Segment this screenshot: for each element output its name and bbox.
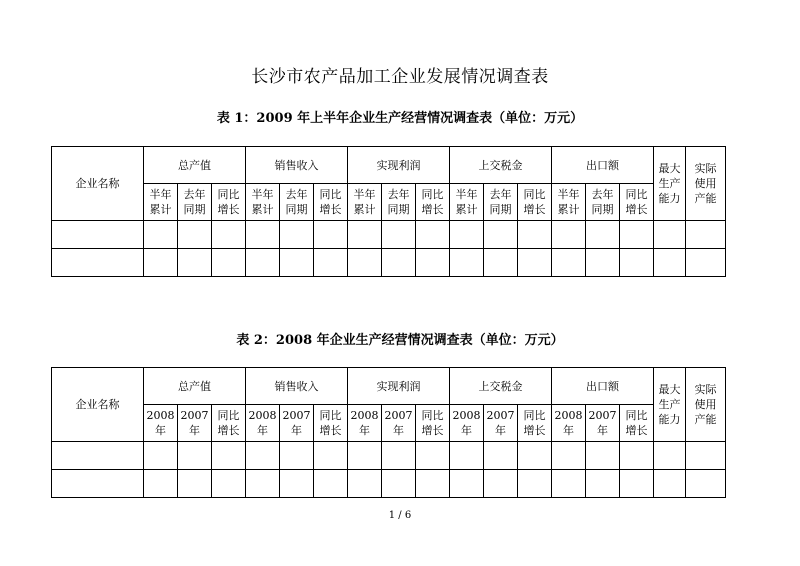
- header-line: 同期: [285, 203, 308, 216]
- table-cell[interactable]: [280, 470, 314, 498]
- table-row: [52, 470, 726, 498]
- sub-header: [586, 184, 620, 221]
- sub-header: [620, 405, 654, 442]
- header-line: 实际: [694, 162, 717, 175]
- sub-header: [450, 405, 484, 442]
- sub-header: [348, 405, 382, 442]
- header-line: 去年: [183, 188, 206, 201]
- table-cell[interactable]: [314, 470, 348, 498]
- table-cell[interactable]: [348, 442, 382, 470]
- sub-header: [518, 184, 552, 221]
- table-cell[interactable]: [620, 221, 654, 249]
- table-cell[interactable]: [314, 249, 348, 277]
- header-line: 最大: [658, 162, 681, 175]
- table-cell[interactable]: [314, 221, 348, 249]
- sub-header: [450, 184, 484, 221]
- header-line: 同比: [421, 409, 444, 422]
- header-line: 同比: [523, 409, 546, 422]
- table-cell[interactable]: [212, 249, 246, 277]
- table-cell[interactable]: [450, 442, 484, 470]
- table-cell[interactable]: [144, 221, 178, 249]
- page-number: 1 / 6: [388, 510, 412, 521]
- header-line: 2008: [146, 409, 175, 422]
- header-line: 生产: [658, 398, 681, 411]
- company-name-header: 企业名称: [52, 147, 144, 221]
- header-line: 年: [189, 424, 200, 437]
- table-cell[interactable]: [52, 221, 144, 249]
- header-line: 增长: [523, 424, 546, 437]
- table-cell[interactable]: [382, 470, 416, 498]
- header-line: 累计: [455, 203, 478, 216]
- table-cell[interactable]: [552, 221, 586, 249]
- header-line: 同比: [625, 188, 648, 201]
- table-cell[interactable]: [314, 442, 348, 470]
- table-cell[interactable]: [586, 442, 620, 470]
- table-cell[interactable]: [620, 442, 654, 470]
- actual-capacity-header: [686, 147, 726, 221]
- header-line: 最大: [658, 383, 681, 396]
- header-line: 同比: [217, 409, 240, 422]
- header-line: 半年: [149, 188, 172, 201]
- table-cell[interactable]: [52, 470, 144, 498]
- table-cell[interactable]: [518, 442, 552, 470]
- sub-header: [484, 184, 518, 221]
- sub-header: [280, 184, 314, 221]
- header-line: 半年: [251, 188, 274, 201]
- group-header: 出口额: [552, 368, 654, 405]
- sub-header: [518, 405, 552, 442]
- table-cell[interactable]: [518, 221, 552, 249]
- header-line: 半年: [455, 188, 478, 201]
- sub-header: [348, 184, 382, 221]
- header-line: 实际: [694, 383, 717, 396]
- table-cell[interactable]: [52, 442, 144, 470]
- header-line: 去年: [489, 188, 512, 201]
- table-cell[interactable]: [654, 442, 686, 470]
- header-line: 产能: [694, 413, 717, 426]
- header-line: 2007: [384, 409, 413, 422]
- table-2: [51, 367, 726, 498]
- sub-header: [620, 184, 654, 221]
- table-cell[interactable]: [246, 442, 280, 470]
- table-cell[interactable]: [586, 249, 620, 277]
- sub-header: [416, 184, 450, 221]
- table-cell[interactable]: [654, 249, 686, 277]
- table-cell[interactable]: [280, 442, 314, 470]
- table-cell[interactable]: [586, 221, 620, 249]
- max-capacity-header: [654, 368, 686, 442]
- header-line: 同期: [591, 203, 614, 216]
- table-cell[interactable]: [280, 221, 314, 249]
- header-line: 2007: [180, 409, 209, 422]
- table-cell[interactable]: [212, 470, 246, 498]
- header-line: 能力: [658, 192, 681, 205]
- header-line: 去年: [285, 188, 308, 201]
- table-cell[interactable]: [246, 221, 280, 249]
- table-cell[interactable]: [246, 249, 280, 277]
- header-line: 增长: [523, 203, 546, 216]
- group-header: 上交税金: [450, 368, 552, 405]
- header-line: 年: [155, 424, 166, 437]
- table-cell[interactable]: [686, 221, 726, 249]
- actual-capacity-header: [686, 368, 726, 442]
- header-line: 去年: [387, 188, 410, 201]
- table-cell[interactable]: [450, 470, 484, 498]
- table-cell[interactable]: [382, 249, 416, 277]
- group-header: 实现利润: [348, 147, 450, 184]
- table-cell[interactable]: [484, 442, 518, 470]
- header-line: 年: [291, 424, 303, 437]
- header-line: 年: [359, 424, 371, 437]
- header-line: 年: [495, 424, 507, 437]
- table-cell[interactable]: [484, 221, 518, 249]
- table-cell[interactable]: [348, 249, 382, 277]
- table-cell[interactable]: [212, 221, 246, 249]
- sub-header: [552, 405, 586, 442]
- sub-header: [178, 184, 212, 221]
- table-cell[interactable]: [686, 470, 726, 498]
- table-cell[interactable]: [178, 221, 212, 249]
- header-line: 同期: [183, 203, 206, 216]
- table-cell[interactable]: [450, 249, 484, 277]
- table-row: [52, 442, 726, 470]
- header-line: 同比: [319, 188, 342, 201]
- table-row: [52, 221, 726, 249]
- table-cell[interactable]: [484, 249, 518, 277]
- table-cell[interactable]: [144, 442, 178, 470]
- sub-header: [246, 184, 280, 221]
- table-cell[interactable]: [484, 470, 518, 498]
- table-cell[interactable]: [348, 221, 382, 249]
- header-line: 2007: [588, 409, 617, 422]
- max-capacity-header: [654, 147, 686, 221]
- table-cell[interactable]: [178, 249, 212, 277]
- sub-header: [280, 405, 314, 442]
- header-row-sub: [52, 184, 726, 221]
- table-cell[interactable]: [518, 470, 552, 498]
- table-cell[interactable]: [382, 221, 416, 249]
- header-line: 累计: [149, 203, 172, 216]
- header-line: 年: [393, 424, 405, 437]
- header-line: 累计: [557, 203, 580, 216]
- header-row-groups: [52, 147, 726, 184]
- header-line: 增长: [217, 203, 240, 216]
- sub-header: [416, 405, 450, 442]
- header-line: 能力: [658, 413, 681, 426]
- table-cell[interactable]: [654, 470, 686, 498]
- header-line: 同比: [523, 188, 546, 201]
- group-header: 销售收入: [246, 368, 348, 405]
- header-line: 年: [563, 424, 575, 437]
- header-line: 增长: [319, 203, 342, 216]
- table-cell[interactable]: [416, 470, 450, 498]
- table-1: [51, 146, 726, 277]
- header-line: 2008: [350, 409, 379, 422]
- table-cell[interactable]: [686, 249, 726, 277]
- table-cell[interactable]: [280, 249, 314, 277]
- document-title: 长沙市农产品加工企业发展情况调查表: [251, 67, 549, 87]
- sub-header: [178, 405, 212, 442]
- sub-header: [484, 405, 518, 442]
- group-header: 总产值: [144, 147, 246, 184]
- table-cell[interactable]: [178, 442, 212, 470]
- header-line: 生产: [658, 177, 681, 190]
- table-cell[interactable]: [552, 470, 586, 498]
- table-cell[interactable]: [552, 442, 586, 470]
- company-name-header: 企业名称: [52, 368, 144, 442]
- sub-header: [586, 405, 620, 442]
- sub-header: [314, 405, 348, 442]
- group-header: 总产值: [144, 368, 246, 405]
- table-cell[interactable]: [212, 442, 246, 470]
- sub-header: [552, 184, 586, 221]
- table-cell[interactable]: [450, 221, 484, 249]
- table-cell[interactable]: [552, 249, 586, 277]
- header-line: 同比: [319, 409, 342, 422]
- header-line: 2007: [282, 409, 311, 422]
- table-cell[interactable]: [382, 442, 416, 470]
- table-cell[interactable]: [144, 249, 178, 277]
- header-line: 年: [257, 424, 269, 437]
- header-line: 同期: [387, 203, 410, 216]
- header-line: 累计: [353, 203, 376, 216]
- header-line: 增长: [421, 203, 444, 216]
- group-header: 销售收入: [246, 147, 348, 184]
- header-line: 同比: [421, 188, 444, 201]
- header-line: 去年: [591, 188, 614, 201]
- sub-header: [212, 184, 246, 221]
- group-header: 上交税金: [450, 147, 552, 184]
- header-row-sub: [52, 405, 726, 442]
- sub-header: [382, 405, 416, 442]
- table-cell[interactable]: [620, 470, 654, 498]
- table-cell[interactable]: [620, 249, 654, 277]
- header-row-groups: [52, 368, 726, 405]
- table-cell[interactable]: [178, 470, 212, 498]
- header-line: 同比: [217, 188, 240, 201]
- table-cell[interactable]: [518, 249, 552, 277]
- table-cell[interactable]: [586, 470, 620, 498]
- header-line: 半年: [353, 188, 376, 201]
- sub-header: [144, 405, 178, 442]
- header-line: 2008: [554, 409, 583, 422]
- header-line: 2007: [486, 409, 515, 422]
- table-row: [52, 249, 726, 277]
- sub-header: [212, 405, 246, 442]
- sub-header: [382, 184, 416, 221]
- table-cell[interactable]: [52, 249, 144, 277]
- header-line: 2008: [452, 409, 481, 422]
- header-line: 增长: [421, 424, 444, 437]
- header-line: 增长: [625, 424, 648, 437]
- header-line: 增长: [625, 203, 648, 216]
- sub-header: [144, 184, 178, 221]
- header-line: 增长: [319, 424, 342, 437]
- sub-header: [314, 184, 348, 221]
- table-cell[interactable]: [416, 249, 450, 277]
- group-header: 出口额: [552, 147, 654, 184]
- header-line: 2008: [248, 409, 277, 422]
- header-line: 使用: [694, 177, 717, 190]
- table-cell[interactable]: [144, 470, 178, 498]
- table-2-caption: 表 2：2008 年企业生产经营情况调查表（单位：万元）: [236, 333, 564, 348]
- header-line: 增长: [217, 424, 240, 437]
- sub-header: [246, 405, 280, 442]
- table-cell[interactable]: [348, 470, 382, 498]
- header-line: 年: [461, 424, 473, 437]
- header-line: 同期: [489, 203, 512, 216]
- table-1-caption: 表 1：2009 年上半年企业生产经营情况调查表（单位：万元）: [216, 111, 584, 126]
- header-line: 年: [597, 424, 609, 437]
- header-line: 使用: [694, 398, 717, 411]
- table-cell[interactable]: [686, 442, 726, 470]
- table-cell[interactable]: [246, 470, 280, 498]
- header-line: 产能: [694, 192, 717, 205]
- group-header: 实现利润: [348, 368, 450, 405]
- table-cell[interactable]: [654, 221, 686, 249]
- header-line: 累计: [251, 203, 274, 216]
- table-cell[interactable]: [416, 442, 450, 470]
- header-line: 同比: [625, 409, 648, 422]
- table-cell[interactable]: [416, 221, 450, 249]
- header-line: 半年: [557, 188, 580, 201]
